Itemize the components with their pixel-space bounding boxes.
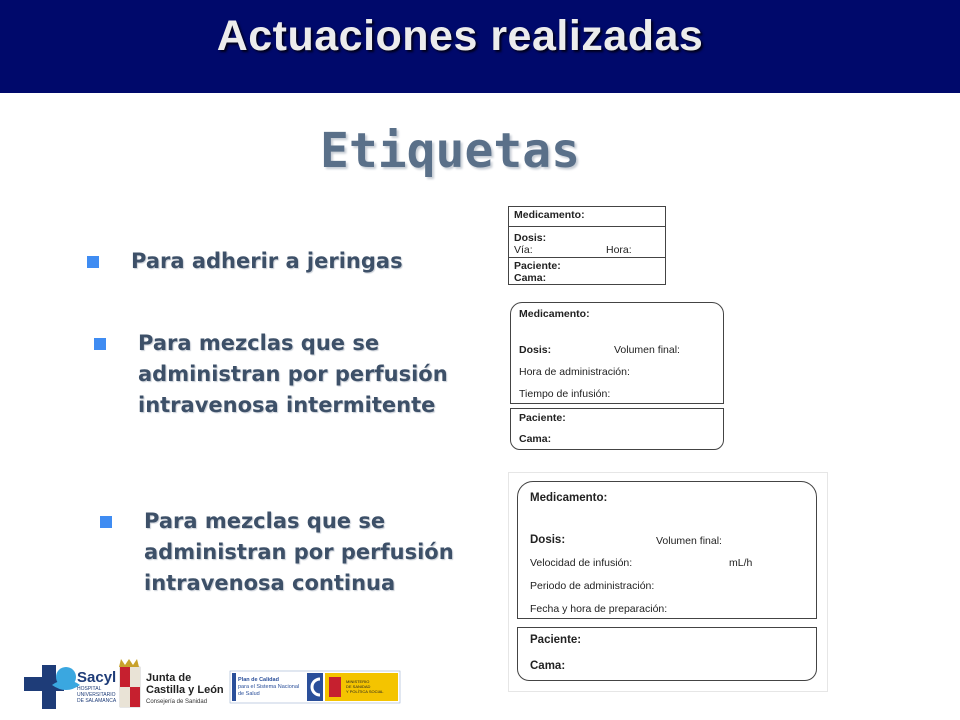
- label-field-hora-administracion: Hora de administración:: [519, 366, 630, 378]
- ministerio-text-line: MINISTERIO: [346, 679, 370, 684]
- plan-text-line: para el Sistema Nacional: [238, 684, 300, 690]
- logos-graphic: [22, 655, 402, 715]
- plan-text-line: de Salud: [238, 691, 260, 697]
- ministerio-text-line: Y POLÍTICA SOCIAL: [346, 689, 384, 694]
- label-field-dosis: Dosis:: [519, 344, 552, 356]
- bullet-text: administran por perfusión: [138, 362, 448, 386]
- label-field-periodo-administracion: Periodo de administración:: [530, 580, 655, 592]
- label-frame-bottom: [517, 627, 817, 681]
- label-divider: [509, 257, 665, 258]
- label-field-velocidad-infusion: Velocidad de infusión:: [530, 557, 633, 569]
- label-field-medicamento: Medicamento:: [530, 492, 608, 504]
- label-frame-top: [517, 481, 817, 619]
- label-divider: [509, 226, 665, 227]
- plan-text-line: Plan de Calidad: [238, 677, 279, 683]
- label-field-volumen-final: Volumen final:: [656, 535, 722, 547]
- jcyl-text-line: Junta de: [146, 672, 192, 684]
- title-bar: [0, 0, 960, 93]
- sacyl-sub-line: HOSPITAL: [77, 686, 102, 692]
- label-field-cama: Cama:: [519, 433, 552, 445]
- bullet-square-icon: [87, 256, 99, 268]
- bullet-text: Para mezclas que se: [144, 509, 386, 533]
- label-field-paciente: Paciente:: [530, 634, 582, 646]
- jcyl-text-line: Castilla y León: [146, 684, 224, 696]
- label-frame-bottom: [510, 408, 724, 450]
- bullet-square-icon: [100, 516, 112, 528]
- bullet-syringe-labels: [131, 246, 403, 277]
- label-field-medicamento: Medicamento:: [519, 308, 590, 320]
- bullet-text: intravenosa intermitente: [138, 393, 436, 417]
- sacyl-sub-line: UNIVERSITARIO: [77, 692, 116, 698]
- ministerio-text-line: DE SANIDAD: [346, 684, 371, 689]
- bullet-text: intravenosa continua: [144, 571, 396, 595]
- sacyl-logo: [24, 665, 117, 709]
- bullet-square-icon: [94, 338, 106, 350]
- plan-calidad-logo: [230, 671, 400, 703]
- label-frame-top: [510, 302, 724, 404]
- label-field-dosis: Dosis:: [530, 534, 566, 546]
- sacyl-sub-line: DE SALAMANCA: [77, 698, 117, 704]
- slide-title: Actuaciones realizadas: [216, 12, 704, 60]
- bullet-text: administran por perfusión: [144, 540, 454, 564]
- section-heading: Etiquetas: [319, 123, 581, 179]
- bullet-text: Para mezclas que se: [138, 331, 380, 355]
- label-field-cama: Cama:: [530, 660, 566, 672]
- label-field-paciente: Paciente:: [519, 412, 566, 424]
- intermittent-infusion-label-sample: [504, 296, 730, 456]
- jcyl-sub-text: Consejería de Sanidad: [146, 699, 208, 705]
- bullet-continuous-infusion: [144, 506, 454, 599]
- label-field-tiempo-infusion: Tiempo de infusión:: [519, 388, 611, 400]
- label-field-cama: Cama:: [514, 272, 547, 284]
- label-frame: [508, 206, 666, 285]
- sacyl-logo-text: Sacyl: [77, 669, 117, 686]
- bullet-intermittent-infusion: [138, 328, 448, 421]
- label-field-fecha-preparacion: Fecha y hora de preparación:: [530, 603, 668, 615]
- label-field-via: Vía:: [514, 244, 533, 256]
- institution-logos: [22, 655, 402, 715]
- bullet-text: Para adherir a jeringas: [131, 249, 403, 273]
- label-field-hora: Hora:: [606, 244, 632, 256]
- continuous-infusion-label-sample: [508, 472, 828, 692]
- label-field-paciente: Paciente:: [514, 260, 561, 272]
- label-field-medicamento: Medicamento:: [514, 209, 585, 221]
- label-field-volumen-final: Volumen final:: [614, 344, 680, 356]
- label-field-velocidad-unit: mL/h: [729, 557, 753, 569]
- jcyl-logo: [119, 659, 224, 707]
- syringe-label-sample: [504, 200, 672, 288]
- label-field-dosis: Dosis:: [514, 232, 547, 244]
